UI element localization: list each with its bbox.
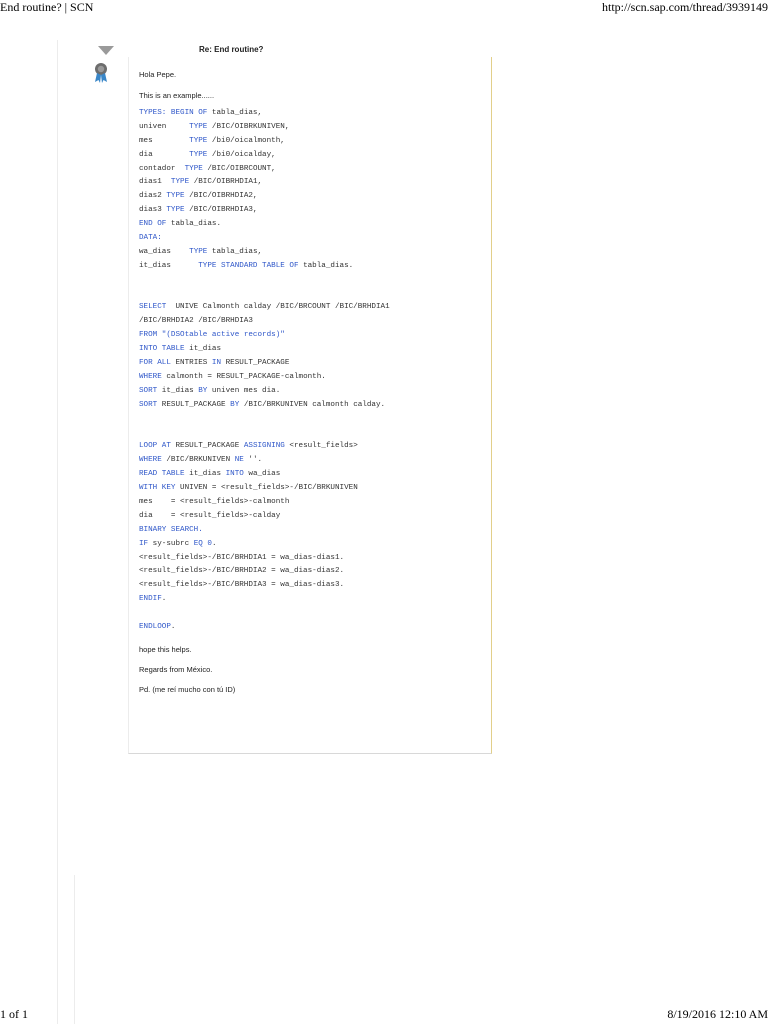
code-keyword: TYPES: BEGIN OF [139, 109, 208, 117]
page-count: 1 of 1 [0, 1007, 28, 1021]
code-text: univen [139, 122, 190, 131]
code-text: tabla_dias. [166, 220, 222, 229]
code-text: calmonth = RESULT_PACKAGE-calmonth. [161, 372, 326, 381]
thread-divider [57, 40, 58, 1024]
code-text: RESULT_PACKAGE [170, 442, 244, 451]
code-keyword: ENDIF [139, 595, 162, 604]
code-keyword: BINARY SEARCH. [139, 525, 203, 534]
code-keyword: BY [198, 386, 208, 395]
code-keyword: DATA: [139, 234, 162, 243]
code-text: tabla_dias, [207, 247, 263, 256]
code-keyword: TYPE [184, 164, 203, 173]
code-line [139, 274, 484, 288]
code-keyword: TYPE [189, 136, 208, 145]
code-text: /bi0/oicalmonth, [207, 136, 285, 145]
code-line [139, 163, 484, 177]
print-datetime: 8/19/2016 12:10 AM [667, 1007, 768, 1021]
code-keyword: WHERE [139, 372, 162, 381]
code-line [139, 524, 484, 538]
code-keyword: SELECT [139, 303, 167, 312]
greeting-text: Hola Pepe. [139, 70, 177, 79]
code-keyword: WITH KEY [139, 484, 176, 493]
reply-title[interactable]: Re: End routine? [199, 45, 264, 54]
code-text: . [161, 595, 167, 604]
code-keyword: EQ [193, 539, 203, 548]
code-line [139, 538, 484, 552]
code-text: sy-subrc [148, 539, 194, 548]
code-keyword: TYPE [189, 247, 208, 256]
code-line [139, 315, 484, 329]
code-line [139, 371, 484, 385]
code-keyword: WHERE [139, 456, 162, 465]
code-text: UNIVEN = <result_fields>-/BIC/BRKUNIVEN [175, 484, 358, 493]
code-line [139, 413, 484, 427]
code-keyword: TYPE [166, 206, 185, 215]
code-text: it_dias [184, 345, 222, 354]
triangle-down-icon[interactable] [98, 46, 114, 55]
intro-text: This is an example...... [139, 91, 215, 100]
code-keyword: BY [230, 400, 240, 409]
code-keyword: FOR ALL [139, 359, 171, 368]
code-text: /bi0/oicalday, [207, 150, 276, 159]
code-keyword: SORT [139, 400, 158, 409]
code-text: RESULT_PACKAGE [221, 359, 290, 368]
code-line [139, 246, 484, 260]
code-line [139, 135, 484, 149]
code-text: wa_dias [243, 470, 281, 479]
code-keyword: TYPE [189, 150, 208, 159]
code-line [139, 552, 484, 566]
code-line [139, 288, 484, 302]
code-line [139, 607, 484, 621]
code-text: <result_fields>-/BIC/BRHDIA1 = wa_dias-dias1. [139, 553, 345, 562]
code-line [139, 426, 484, 440]
code-text: wa_dias [139, 247, 190, 256]
code-line [139, 565, 484, 579]
code-text: it_dias [139, 261, 199, 270]
code-keyword: TYPE [189, 122, 208, 131]
code-keyword: ENDLOOP [139, 622, 171, 631]
code-text: /BIC/OIBRHDIA1, [189, 178, 263, 187]
outro-text-3: Pd. (me reí mucho con tú ID) [139, 684, 236, 694]
page-url[interactable]: http://scn.sap.com/thread/3939149 [602, 0, 768, 14]
code-text: contador [139, 164, 185, 173]
code-text: RESULT_PACKAGE [157, 400, 231, 409]
code-text: <result_fields>-/BIC/BRHDIA2 = wa_dias-dias2. [139, 567, 345, 576]
code-text: it_dias [157, 386, 199, 395]
code-text: ENTRIES [170, 359, 212, 368]
code-line [139, 204, 484, 218]
code-line [139, 107, 484, 121]
code-keyword: READ TABLE [139, 470, 185, 479]
code-line [139, 482, 484, 496]
code-keyword: TYPE [170, 178, 190, 187]
reply-body [139, 69, 484, 704]
code-keyword: INTO [225, 470, 244, 479]
code-text: UNIVE Calmonth calday /BIC/BRCOUNT /BIC/BRHDIA1 [166, 303, 390, 312]
thread-divider-lower [74, 875, 75, 1024]
outro-text-1: hope this helps. [139, 644, 192, 654]
code-text: /BIC/OIBRCOUNT, [202, 164, 276, 173]
outro-text-2: Regards from México. [139, 664, 213, 674]
code-line [139, 329, 484, 343]
code-line [139, 149, 484, 163]
code-keyword: END OF [139, 220, 167, 229]
code-text: mes [139, 136, 190, 145]
code-keyword: IN [211, 359, 222, 368]
code-text: /BIC/OIBRKUNIVEN, [207, 122, 290, 131]
code-keyword: INTO TABLE [139, 345, 185, 354]
code-line [139, 440, 484, 454]
code-text: /BIC/BRHDIA2 /BIC/BRHDIA3 [139, 317, 253, 326]
code-text: dias1 [139, 178, 171, 187]
code-text: dia [139, 150, 190, 159]
code-keyword: LOOP AT [139, 442, 171, 451]
code-line [139, 176, 484, 190]
code-line [139, 232, 484, 246]
code-text: univen mes dia. [207, 386, 281, 395]
code-keyword: TYPE [166, 192, 185, 201]
code-text: dias2 [139, 192, 167, 201]
code-literal: "(DSOtable active records)" [161, 331, 285, 340]
code-text: dia = <result_fields>-calday [139, 511, 281, 520]
code-keyword: NE [234, 456, 244, 465]
code-text: /BIC/OIBRHDIA2, [184, 192, 258, 201]
code-line [139, 399, 484, 413]
code-line [139, 190, 484, 204]
code-line [139, 579, 484, 593]
code-text: tabla_dias. [298, 261, 354, 270]
code-line [139, 454, 484, 468]
code-text: . [211, 539, 217, 548]
code-text: dias3 [139, 206, 167, 215]
code-line [139, 357, 484, 371]
code-line [139, 496, 484, 510]
code-line [139, 621, 484, 635]
code-line [139, 343, 484, 357]
code-text: . [170, 622, 176, 631]
code-text: <result_fields> [284, 442, 358, 451]
code-literal: 0 [207, 539, 212, 548]
code-text: mes = <result_fields>-calmonth [139, 497, 290, 506]
code-text: /BIC/BRKUNIVEN [161, 456, 235, 465]
code-line [139, 218, 484, 232]
code-block [139, 107, 484, 635]
code-line [139, 260, 484, 274]
code-line [139, 468, 484, 482]
code-keyword: TYPE STANDARD TABLE OF [198, 261, 299, 270]
code-keyword: FROM [139, 331, 158, 340]
code-line [139, 510, 484, 524]
code-text: <result_fields>-/BIC/BRHDIA3 = wa_dias-dias3. [139, 581, 345, 590]
code-text: /BIC/BRKUNIVEN calmonth calday. [239, 400, 386, 409]
code-text: /BIC/OIBRHDIA3, [184, 206, 258, 215]
code-line [139, 121, 484, 135]
user-award-icon[interactable] [92, 62, 110, 84]
code-text: tabla_dias, [207, 109, 263, 117]
code-line [139, 385, 484, 399]
page-title: End routine? | SCN [0, 0, 94, 14]
code-keyword: ASSIGNING [243, 442, 285, 451]
code-text: it_dias [184, 470, 226, 479]
code-line [139, 593, 484, 607]
code-keyword: IF [139, 539, 149, 548]
code-text: ''. [243, 456, 263, 465]
code-keyword: SORT [139, 386, 158, 395]
code-line [139, 301, 484, 315]
